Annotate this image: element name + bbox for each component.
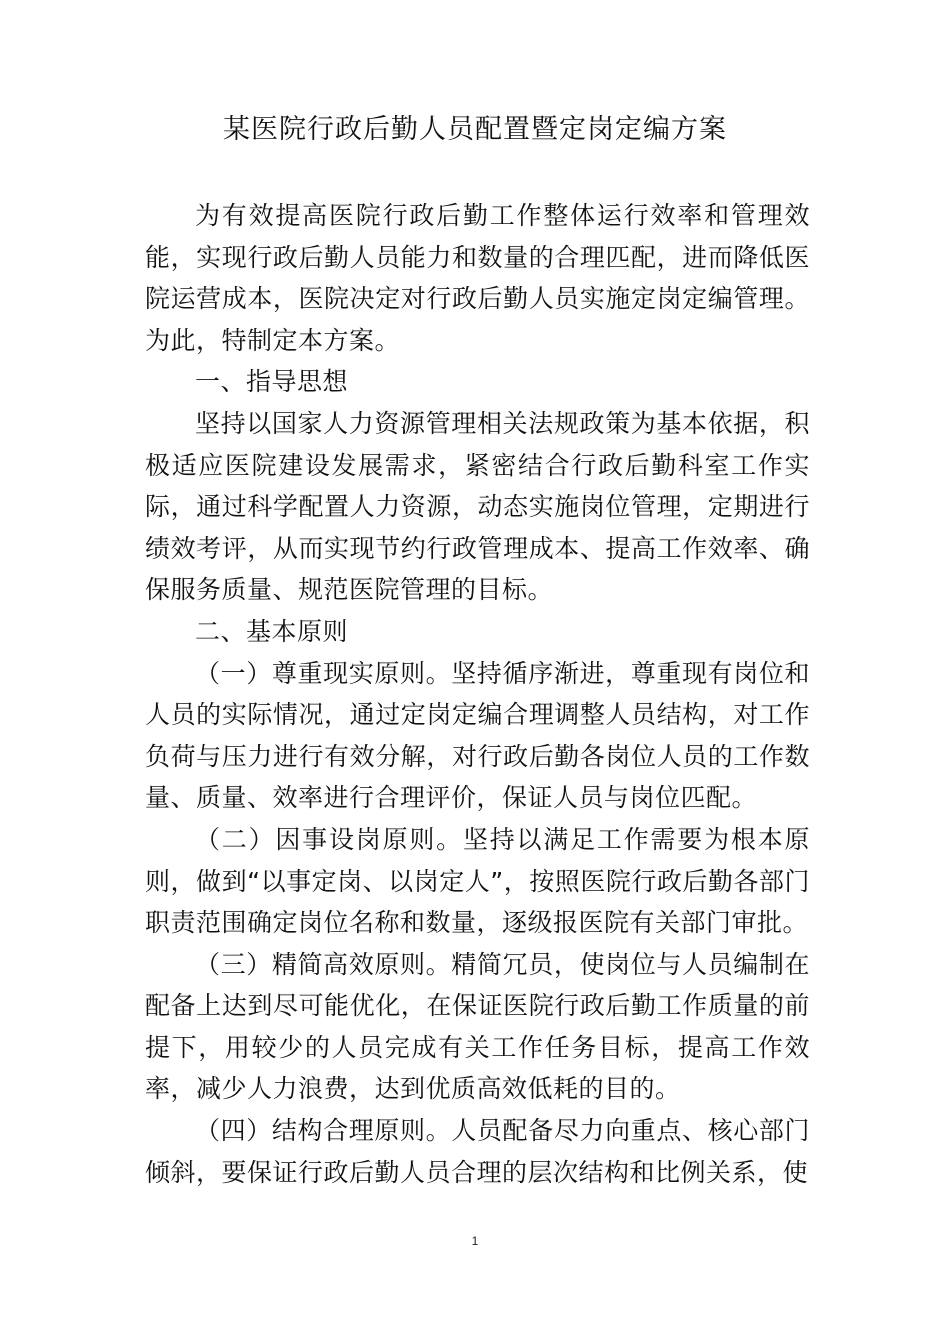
section-heading-basic-principles: 二、基本原则 <box>195 616 349 646</box>
principle-3-paragraph: （三）精简高效原则。精简冗员，使岗位与人员编制在配备上达到尽可能优化，在保证医院行政后勤工作质量的前提下，用较少的人员完成有关工作任务目标，提高工作效率，减少人力浪费，达到优质高效低耗的目的。 <box>145 949 810 1104</box>
section-heading-guiding-ideology: 一、指导思想 <box>195 367 349 397</box>
principle-4-paragraph: （四）结构合理原则。人员配备尽力向重点、核心部门倾斜，要保证行政后勤人员合理的层次结构和比例关系，使 <box>145 1116 810 1187</box>
principle-1-paragraph: （一）尊重现实原则。坚持循序渐进，尊重现有岗位和人员的实际情况，通过定岗定编合理调整人员结构，对工作负荷与压力进行有效分解，对行政后勤各岗位人员的工作数量、质量、效率进行合理评价，保证人员与岗位匹配。 <box>145 658 810 813</box>
guiding-ideology-paragraph: 坚持以国家人力资源管理相关法规政策为基本依据，积极适应医院建设发展需求，紧密结合行政后勤科室工作实际，通过科学配置人力资源，动态实施岗位管理，定期进行绩效考评，从而实现节约行政管理成本、提高工作效率、确保服务质量、规范医院管理的目标。 <box>145 408 810 605</box>
intro-paragraph: 为有效提高医院行政后勤工作整体运行效率和管理效能，实现行政后勤人员能力和数量的合理匹配，进而降低医院运营成本，医院决定对行政后勤人员实施定岗定编管理。为此，特制定本方案。 <box>145 201 810 355</box>
document-title: 某医院行政后勤人员配置暨定岗定编方案 <box>223 114 727 145</box>
page-number: 1 <box>471 1234 479 1248</box>
principle-2-paragraph: （二）因事设岗原则。坚持以满足工作需要为根本原则，做到“以事定岗、以岗定人”，按照医院行政后勤各部门职责范围确定岗位名称和数量，逐级报医院有关部门审批。 <box>145 824 810 938</box>
document-body <box>145 195 810 1193</box>
